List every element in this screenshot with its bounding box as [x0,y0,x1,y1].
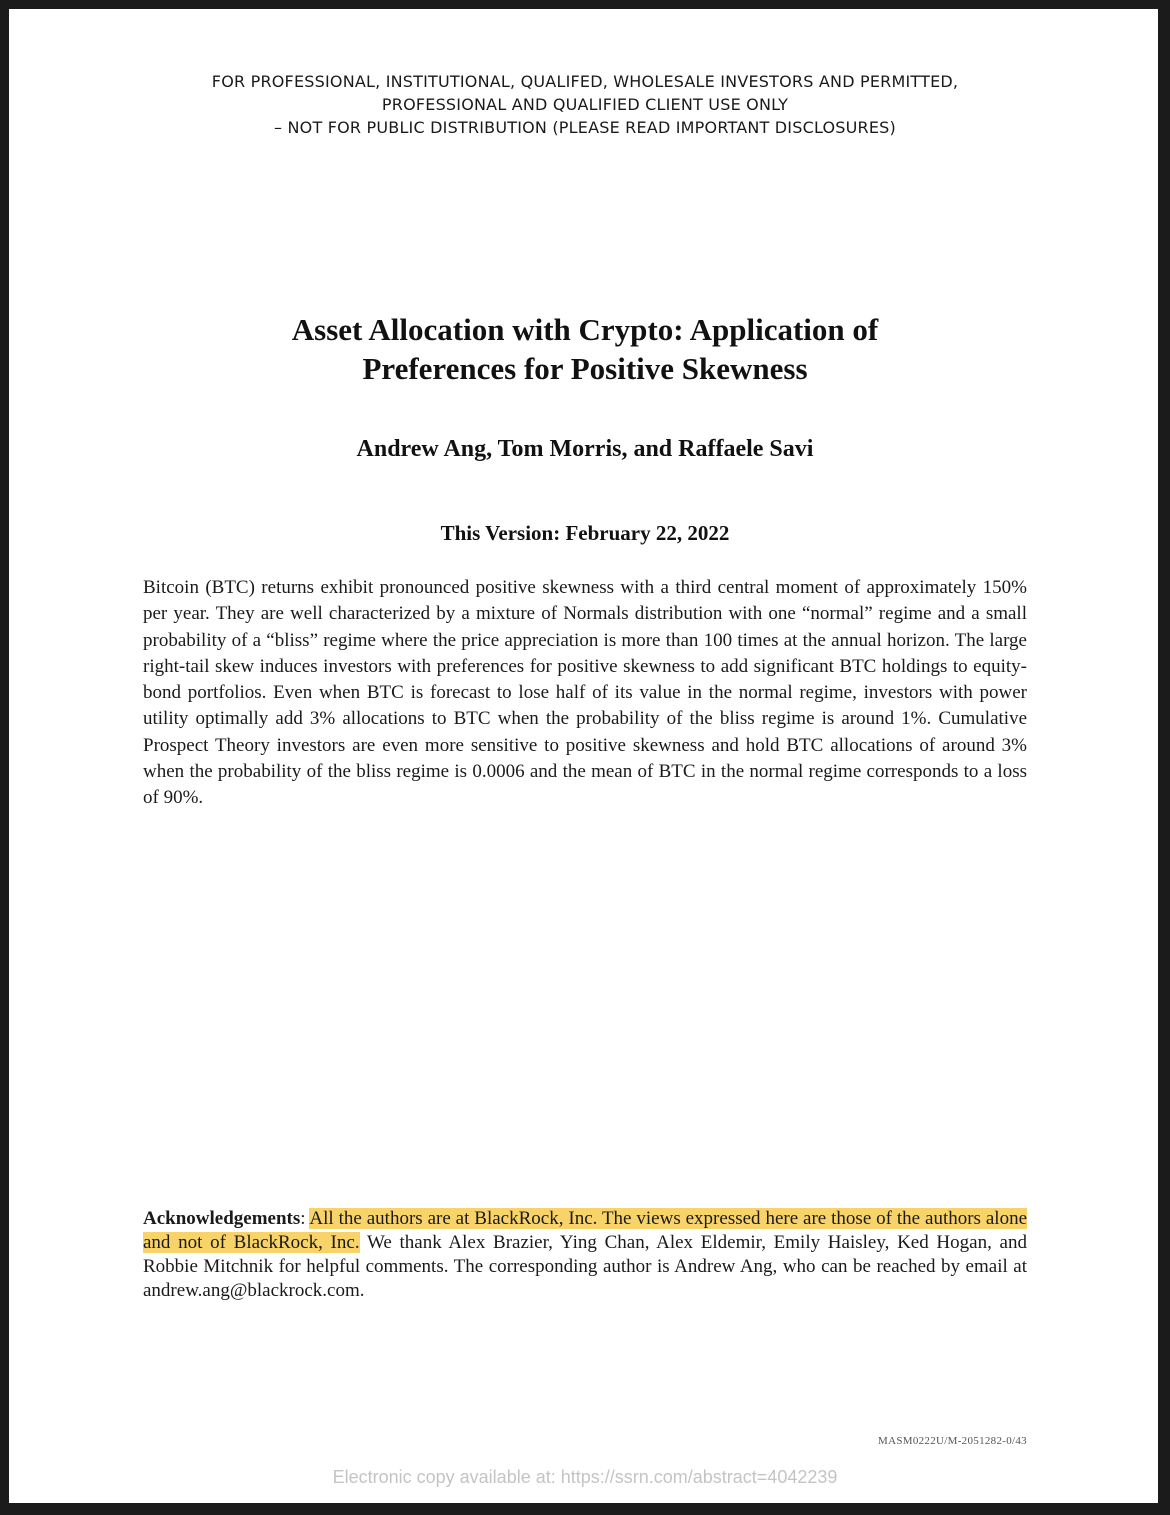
title-line-1: Asset Allocation with Crypto: Application of [291,312,879,347]
disclaimer-line-2: PROFESSIONAL AND QUALIFIED CLIENT USE ONLY [381,95,789,114]
acknowledgements-label: Acknowledgements [143,1208,301,1229]
acknowledgements-paragraph [143,1207,1027,1303]
title-line-2: Preferences for Positive Skewness [362,351,808,386]
paper-title [0,310,1170,388]
paper-abstract: Bitcoin (BTC) returns exhibit pronounced positive skewness with a third central moment of approximately 150% per year. They are well characterized by a mixture of Normals distribution with one “normal” regime and a small probability of a “bliss” regime where the price appreciation is more than 100 times at the annual horizon. The large right-tail skew induces investors with preferences for positive skewness to add significant BTC holdings to equity-bond portfolios. Even when BTC is forecast to lose half of its value in the normal regime, investors with power utility optimally add 3% allocations to BTC when the probability of the bliss regime is around 1%. Cumulative Prospect Theory investors are even more sensitive to positive skewness and hold BTC allocations of around 3% when the probability of the bliss regime is 0.0006 and the mean of BTC in the normal regime corresponds to a loss of 90%. [143,577,1027,809]
disclaimer-line-1: FOR PROFESSIONAL, INSTITUTIONAL, QUALIFED, WHOLESALE INVESTORS AND PERMITTED, [211,72,959,91]
highlighted-text[interactable]: All the authors are at BlackRock, Inc. The views expressed here are those of the authors alone and not of BlackRock, Inc. [143,1208,1027,1253]
ssrn-watermark: Electronic copy available at: https://ssrn.com/abstract=4042239 [332,1467,838,1487]
disclaimer-line-3: – NOT FOR PUBLIC DISTRIBUTION (PLEASE READ IMPORTANT DISCLOSURES) [274,118,896,137]
acknowledgements-colon: : [300,1208,306,1229]
document-code: MASM0222U/M-2051282-0/43 [878,1435,1027,1447]
distribution-disclaimer [0,70,1170,139]
acknowledgements-text: We thank Alex Brazier, Ying Chan, Alex Eldemir, Emily Haisley, Ked Hogan, and Robbie Mitchnik for helpful comments. The corresponding author is Andrew Ang, who can be reached by email at andrew.ang@blackrock.com. [143,1232,1027,1301]
paper-authors: Andrew Ang, Tom Morris, and Raffaele Savi [356,436,814,462]
paper-version-date: This Version: February 22, 2022 [440,521,730,545]
